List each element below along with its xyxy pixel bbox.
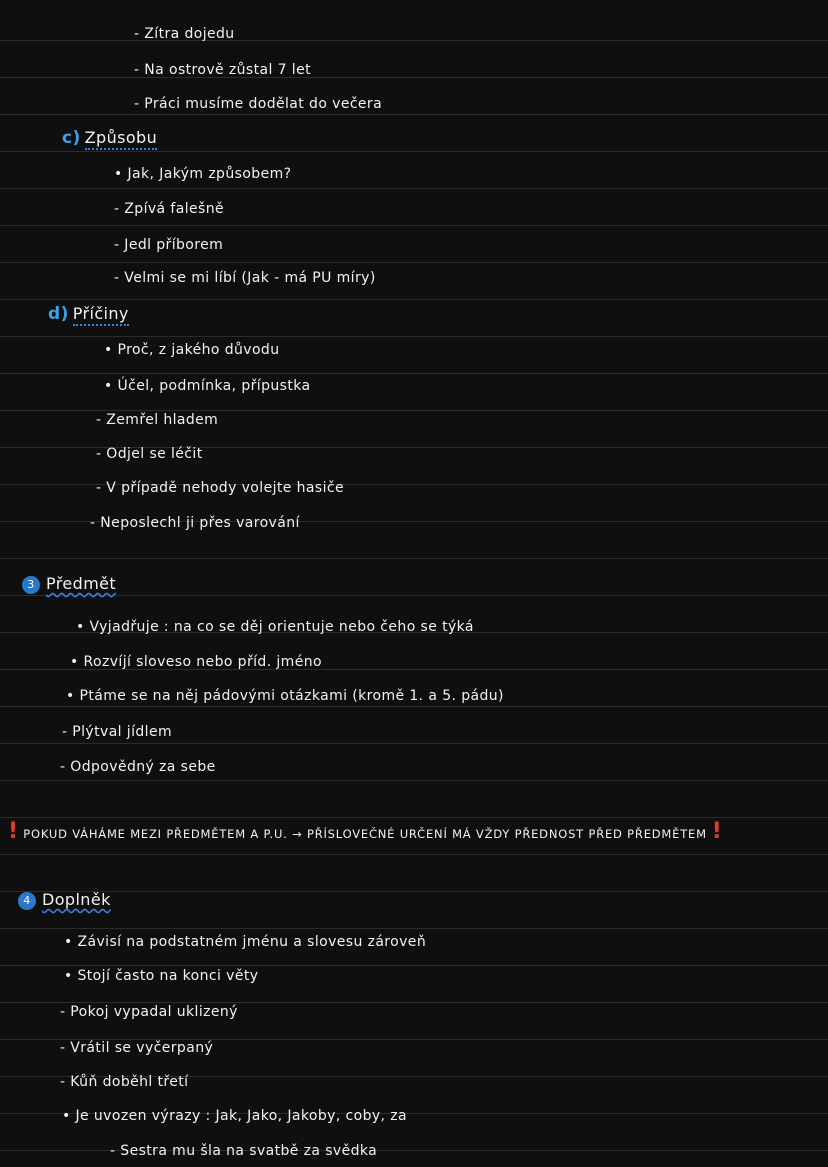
example-line: - Neposlechl ji přes varování — [90, 515, 300, 531]
example-line: - Pokoj vypadal uklizený — [60, 1004, 238, 1020]
exclamation-icon: ! — [711, 819, 723, 844]
example-line: - Práci musíme dodělat do večera — [134, 96, 383, 112]
section-3-heading — [22, 574, 116, 594]
bullet-line: • Rozvíjí sloveso nebo příd. jméno — [70, 654, 322, 670]
section-d-heading — [48, 304, 129, 324]
example-line: - Odjel se léčit — [96, 446, 203, 462]
exclamation-icon: ! — [8, 819, 19, 844]
example-line: - Sestra mu šla na svatbě za svědka — [110, 1143, 378, 1159]
section-4-number: 4 — [18, 892, 36, 910]
example-line: - Kůň doběhl třetí — [60, 1074, 189, 1090]
warning-text: POKUD VÁHÁME MEZI PŘEDMĚTEM A P.U. → PŘÍSLOVEČNÉ URČENÍ MÁ VŽDY PŘEDNOST PŘED PŘEDMĚTEM — [23, 827, 707, 841]
bullet-line: • Vyjadřuje : na co se děj orientuje nebo čeho se týká — [76, 619, 474, 635]
example-line: - Zemřel hladem — [96, 412, 219, 428]
example-line: - Zpívá falešně — [114, 201, 224, 217]
example-line: - Na ostrově zůstal 7 let — [134, 62, 311, 78]
bullet-line: • Stojí často na konci věty — [64, 968, 259, 984]
example-line: - Odpovědný za sebe — [60, 759, 216, 775]
bullet-line: • Závisí na podstatném jménu a slovesu zároveň — [64, 934, 427, 950]
example-line: - Plýtval jídlem — [62, 724, 173, 740]
bullet-line: • Je uvozen výrazy : Jak, Jako, Jakoby, coby, za — [62, 1108, 407, 1124]
section-4-heading — [18, 890, 111, 910]
bullet-line: • Účel, podmínka, přípustka — [104, 378, 311, 394]
bullet-line: • Proč, z jakého důvodu — [104, 342, 280, 358]
section-d-letter: d) — [48, 304, 69, 324]
section-3-title: Předmět — [46, 574, 117, 593]
warning-line — [8, 819, 723, 844]
example-line: - V případě nehody volejte hasiče — [96, 480, 344, 496]
section-c-title: Způsobu — [85, 128, 157, 150]
section-c-letter: c) — [62, 128, 81, 148]
example-line: - Zítra dojedu — [134, 26, 235, 42]
example-line: - Velmi se mi líbí (Jak - má PU míry) — [114, 270, 376, 286]
section-4-title: Doplněk — [42, 890, 111, 909]
example-line: - Vrátil se vyčerpaný — [60, 1040, 214, 1056]
section-c-heading — [62, 128, 157, 148]
example-line: - Jedl příborem — [114, 237, 224, 253]
section-d-title: Příčiny — [73, 304, 129, 326]
bullet-line: • Jak, Jakým způsobem? — [114, 166, 292, 182]
bullet-line: • Ptáme se na něj pádovými otázkami (kromě 1. a 5. pádu) — [66, 688, 504, 704]
section-3-number: 3 — [22, 576, 40, 594]
